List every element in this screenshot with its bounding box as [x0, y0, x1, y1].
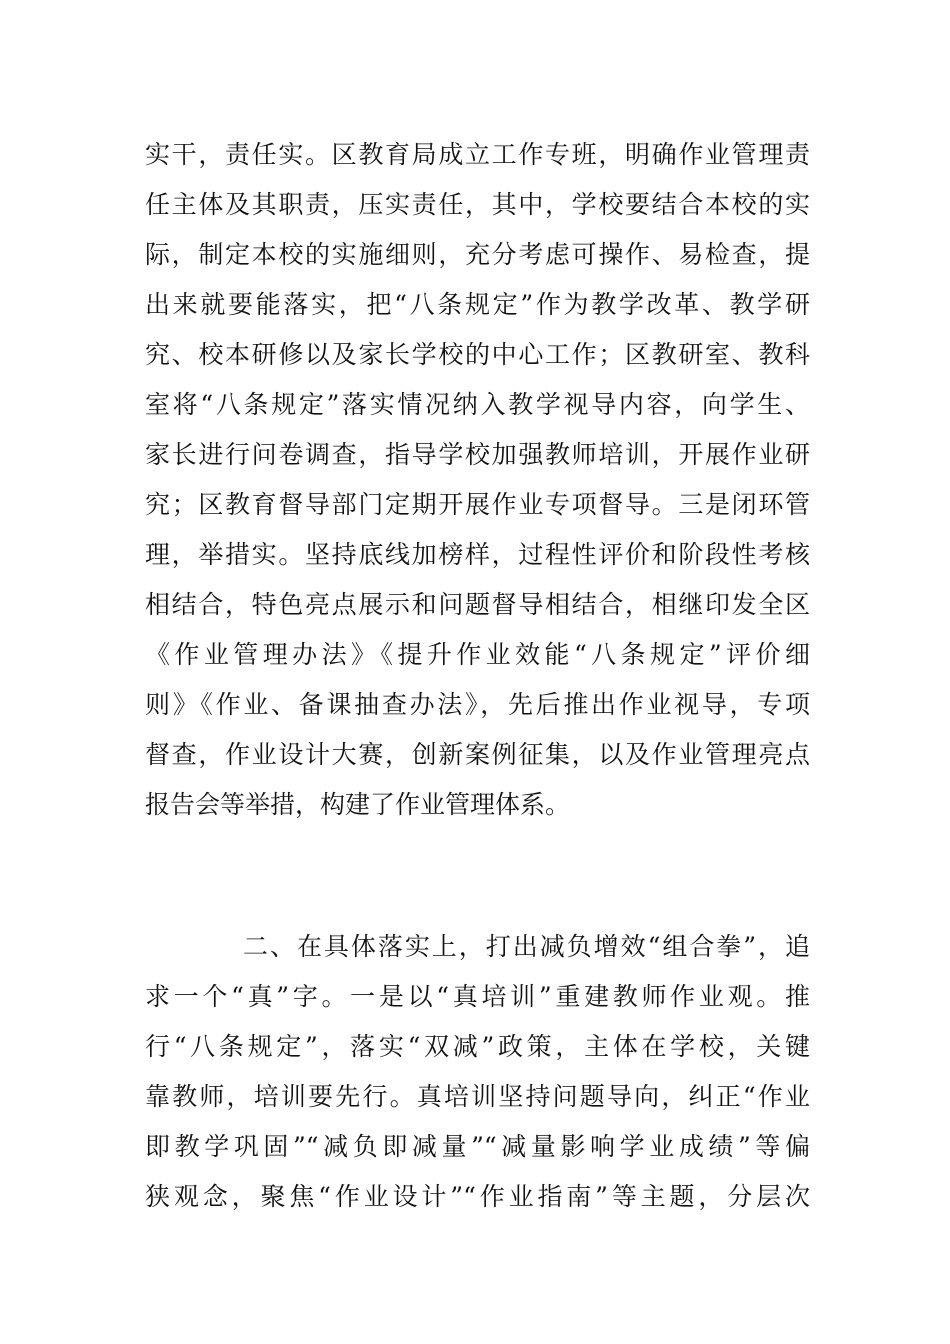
paragraph-first-line: 二、在具体落实上，打出减负增效“组合拳”，追	[243, 932, 810, 961]
text-line: 实干，责任实。区教育局成立工作专班，明确作业管理责	[145, 140, 810, 169]
text-line: 则》《作业、备课抽查办法》，先后推出作业视导，专项	[145, 690, 810, 719]
text-line: 家长进行问卷调查，指导学校加强教师培训，开展作业研	[145, 440, 810, 469]
text-line: 室将“八条规定”落实情况纳入教学视导内容，向学生、	[145, 390, 810, 419]
text-line: 出来就要能落实，把“八条规定”作为教学改革、教学研	[145, 290, 810, 319]
text-line: 相结合，特色亮点展示和问题督导相结合，相继印发全区	[145, 590, 810, 619]
text-line: 际，制定本校的实施细则，充分考虑可操作、易检查，提	[145, 240, 810, 269]
text-line: 报告会等举措，构建了作业管理体系。	[145, 790, 571, 819]
text-line: 行“八条规定”，落实“双减”政策，主体在学校，关键	[145, 1032, 810, 1061]
text-line: 即教学巩固”“减负即减量”“减量影响学业成绩”等偏	[145, 1132, 810, 1161]
text-line: 求一个“真”字。一是以“真培训”重建教师作业观。推	[145, 982, 810, 1011]
text-line: 究；区教育督导部门定期开展作业专项督导。三是闭环管	[145, 490, 810, 519]
text-line: 理，举措实。坚持底线加榜样，过程性评价和阶段性考核	[145, 540, 810, 569]
text-line: 靠教师，培训要先行。真培训坚持问题导向，纠正“作业	[145, 1082, 810, 1111]
text-line: 狭观念，聚焦“作业设计”“作业指南”等主题，分层次	[145, 1182, 810, 1211]
text-line: 任主体及其职责，压实责任，其中，学校要结合本校的实	[145, 190, 810, 219]
text-line: 督查，作业设计大赛，创新案例征集，以及作业管理亮点	[145, 740, 810, 769]
text-line: 《作业管理办法》《提升作业效能“八条规定”评价细	[145, 640, 810, 669]
text-line: 究、校本研修以及家长学校的中心工作；区教研室、教科	[145, 340, 810, 369]
